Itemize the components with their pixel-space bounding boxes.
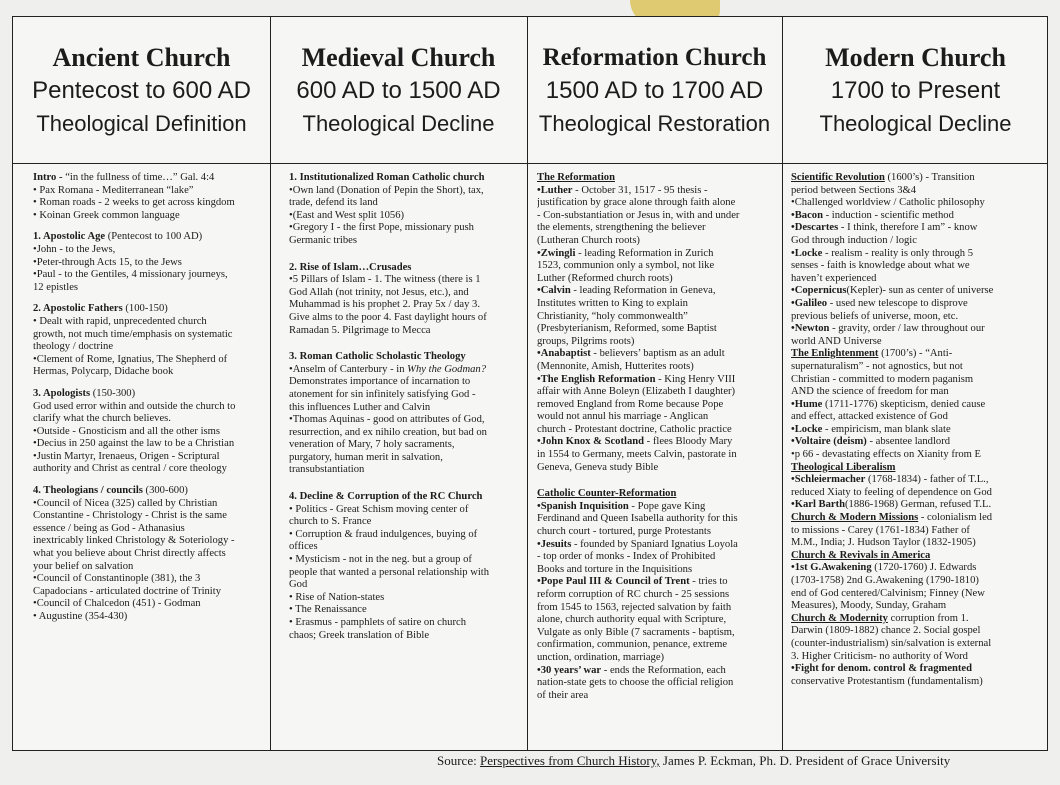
text-line (537, 336, 781, 349)
line-text: Christian - committed to modern paganism (791, 373, 974, 385)
text-line (537, 576, 781, 589)
column-title: Reformation Church (542, 44, 767, 71)
text-line: •Thomas Aquinas - good on attributes of God, (289, 414, 485, 426)
line-text: - flees Bloody Mary (644, 436, 733, 448)
text-line (791, 449, 1047, 462)
bold-term: •Galileo (791, 297, 828, 309)
line-text: (Lutheran Church roots) (537, 234, 640, 246)
text-line (791, 436, 1047, 449)
line-text: - Pope gave King (628, 500, 706, 512)
text-line (791, 575, 1047, 588)
text-line: 12 epistles (33, 281, 79, 293)
text-line: •Justin Martyr, Irenaeus, Origen - Scriptural (33, 450, 220, 462)
line-text: (1700’s) - “Anti- (878, 348, 953, 360)
text-line (537, 235, 781, 248)
text-line: • The Renaissance (289, 604, 367, 616)
line-text: groups, Pilgrims roots) (537, 335, 635, 347)
text-line (537, 449, 781, 462)
bold-term: •Hume (791, 398, 823, 410)
line-text: - colonialism led (918, 512, 993, 524)
line-text: reform corruption of RC church - 25 sessions (537, 589, 730, 600)
bold-term: •1st G.Awakening (791, 562, 872, 574)
bold-term: •Calvin (537, 285, 571, 297)
bold-term: •Copernicus (791, 285, 847, 297)
line-text: - founded by Spaniard Ignatius Loyola (571, 538, 738, 550)
line-text: of their area (537, 689, 589, 701)
line-text: in 1554 to Germany, meets Calvin, pastorate in (537, 449, 737, 461)
text-line (791, 386, 1047, 399)
text-line: Constantine - Christology - Christ is the same (33, 510, 227, 522)
text-line (791, 348, 1047, 361)
bold-term: •Locke (791, 247, 823, 259)
line-text: Christianity, “holy commonwealth” (537, 310, 688, 322)
line-text: - used new telescope to disprove (827, 297, 968, 309)
column-theme: Theological Restoration (538, 111, 771, 136)
line-text: senses - faith is knowledge about what we (791, 260, 970, 272)
text-line (791, 537, 1047, 550)
line-text: church - Protestant doctrine, Catholic practice (537, 423, 732, 435)
bold-term: •Spanish Inquisition (537, 500, 629, 512)
medieval-body (289, 172, 523, 752)
text-line (791, 499, 1047, 512)
text-line (791, 285, 1047, 298)
text-line: • Mysticism - not in the neg. but a group of (289, 554, 472, 566)
text-line: what you believe about Christ directly affects (33, 548, 226, 560)
text-line (537, 652, 781, 665)
line-text: the elements, strengthening the believer (537, 222, 706, 234)
text-line (537, 677, 781, 690)
text-line: • Roman roads - 2 weeks to get across kingdom (33, 197, 235, 209)
line-text: confirmation, communion, penance, extreme (537, 639, 728, 651)
section-heading: 3. Roman Catholic Scholastic Theology (289, 351, 466, 363)
bold-term: Scientific Revolution (791, 172, 885, 183)
bold-term: •Karl Barth (791, 499, 846, 511)
line-text: - leading Reformation in Zurich (575, 247, 714, 259)
column-title: Ancient Church (52, 43, 231, 72)
line-text: unction, ordination, marriage) (537, 651, 665, 663)
text-line (791, 235, 1047, 248)
text-line (537, 690, 781, 703)
bold-term: •Bacon (791, 209, 823, 221)
line-text: - gravity, order / law throughout our (829, 323, 985, 335)
text-line (791, 487, 1047, 500)
text-line: • Erasmus - pamphlets of satire on church (289, 617, 466, 628)
text-line (537, 323, 781, 336)
text-line (791, 462, 1047, 475)
text-line: • Augustine (354-430) (33, 611, 128, 622)
bold-term: Church & Modernity (791, 612, 888, 624)
text-line (791, 562, 1047, 575)
text-line: •(East and West split 1056) (289, 209, 405, 221)
intro-quote: “in the fullness of time…” Gal. 4:4 (65, 172, 215, 183)
line-text: world AND Universe (791, 335, 882, 347)
line-text: (counter-industrialism) sin/salvation is external (791, 637, 992, 649)
church-history-chart (12, 16, 1048, 751)
text-line (537, 399, 781, 412)
text-line: inextricably linked Christology & Soteriology - (33, 535, 235, 547)
text-line (791, 197, 1047, 210)
text-line: • Politics - Great Schism moving center of (289, 503, 469, 515)
text-line (537, 374, 781, 387)
line-text: - King Henry VIII (655, 373, 736, 385)
section-heading: 2. Rise of Islam…Crusades (289, 261, 412, 273)
line-text: corruption from 1. (887, 612, 969, 624)
line-text: from 1545 to 1563, rejected salvation by faith (537, 601, 732, 613)
section-heading: 3. Apologists (33, 387, 91, 399)
text-line: •Clement of Rome, Ignatius, The Shepherd of (33, 353, 228, 365)
line-text: Geneva, Geneva study Bible (537, 461, 659, 473)
text-line: Demonstrates importance of incarnation to (289, 376, 471, 388)
line-text: AND the science of freedom for man (791, 386, 949, 398)
text-line (791, 550, 1047, 563)
section-heading: 1. Institutionalized Roman Catholic church (289, 172, 485, 183)
text-line: trade, defend its land (289, 197, 378, 209)
section-heading: The Reformation (537, 172, 615, 183)
line-text: God through induction / logic (791, 234, 917, 246)
section-heading: 4. Decline & Corruption of the RC Church (289, 491, 483, 503)
modern-body (791, 172, 1047, 752)
column-dates: Pentecost to 600 AD (32, 77, 251, 104)
text-line (537, 248, 781, 261)
line-text: (1703-1758) 2nd G.Awakening (1790-1810) (791, 575, 979, 586)
text-line: •Council of Nicea (325) called by Christian (33, 497, 218, 509)
text-line (791, 248, 1047, 261)
line-text: - October 31, 1517 - 95 thesis - (572, 184, 708, 196)
text-line: authority and Christ as central / core theology (33, 463, 227, 475)
section-heading: 2. Apostolic Fathers (33, 303, 123, 315)
text-line: Give alms to the poor 4. Fast daylight hours of (289, 311, 487, 323)
bold-term: Church & Modern Missions (791, 512, 919, 524)
line-text: Institutes written to King to explain (537, 297, 688, 309)
text-line: Capadocians - articulated doctrine of Trinity (33, 585, 221, 597)
text-line: • Rise of Nation-states (289, 591, 385, 603)
line-text: - I think, therefore I am” - know (838, 222, 978, 234)
text-line (791, 273, 1047, 286)
line-text: •Challenged worldview / Catholic philosophy (791, 197, 985, 209)
header-medieval (270, 17, 527, 164)
text-line (791, 613, 1047, 626)
text-line: •Own land (Donation of Pepin the Short), tax, (289, 184, 484, 196)
section-dates: (Pentecost to 100 AD) (105, 231, 203, 243)
header-reformation (527, 17, 782, 164)
bold-term: •Voltaire (deism) (791, 436, 867, 448)
text-line (791, 651, 1047, 664)
section-dates: (300-600) (142, 485, 188, 497)
source-label: Source: (437, 753, 480, 768)
line-text: removed England from Rome because Pope (537, 398, 724, 410)
text-line: •John - to the Jews, (33, 243, 116, 255)
section-heading: Catholic Counter-Reformation (537, 488, 677, 500)
text-line (791, 323, 1047, 336)
text-line: your belief on salvation (33, 560, 134, 572)
text-line: transubstantiation (289, 464, 365, 476)
bold-term: •Jesuits (537, 538, 572, 550)
ancient-body (33, 172, 268, 752)
line-text: reduced Xiaty to feeling of dependence on God (791, 486, 992, 498)
line-text: - ends the Reformation, each (601, 664, 726, 676)
line-text: to missions - Carey (1761-1834) Father of (791, 524, 970, 536)
text-line (537, 602, 781, 615)
source-book: Perspectives from Church History, (479, 753, 660, 768)
text-line (537, 210, 781, 223)
text-line: theology / doctrine (33, 341, 114, 353)
line-text: •p 66 - devastating effects on Xianity from E (791, 449, 982, 461)
text-line: •5 Pillars of Islam - 1. The witness (there is 1 (289, 274, 481, 286)
line-text: nation-state gets to choose the official religion (537, 677, 734, 689)
text-line (537, 436, 781, 449)
line-text: (1886-1968) German, refused T.L. (845, 499, 992, 511)
column-theme: Theological Decline (302, 111, 495, 136)
text-line (791, 222, 1047, 235)
line-text: haven’t experienced (791, 272, 877, 284)
text-line (791, 361, 1047, 374)
text-line (537, 185, 781, 198)
text-line: Muhammad is his prophet 2. Pray 5x / day 3. (289, 299, 480, 311)
text-line (537, 411, 781, 424)
text-line: •Council of Chalcedon (451) - Godman (33, 598, 201, 610)
line-text: (Kepler)- sun as center of universe (846, 285, 994, 297)
bold-term: Church & Revivals in America (791, 549, 931, 561)
section-heading: 4. Theologians / councils (33, 485, 143, 497)
text-line (791, 260, 1047, 273)
line-text: (Presbyterianism, Reformed, some Baptist (537, 323, 717, 335)
text-line: Ramadan 5. Pilgrimage to Mecca (289, 324, 431, 336)
text-line (537, 513, 781, 526)
line-text: end of God centered/Calvinism; Finney (New (791, 587, 985, 599)
text-line (537, 260, 781, 273)
text-line (791, 185, 1047, 198)
bold-term: •Schleiermacher (791, 474, 866, 486)
text-line: • Pax Romana - Mediterranean “lake” (33, 184, 194, 196)
text-line: people that wanted a personal relationship with (289, 566, 490, 578)
text-line: clarify what the church believes. (33, 413, 171, 425)
line-text: - leading Reformation in Geneva, (570, 285, 716, 297)
text-line: •Decius in 250 against the law to be a Christian (33, 438, 235, 450)
source-citation (437, 753, 950, 769)
intro-heading: Intro - (33, 172, 66, 183)
line-text: Books and torture in the Inquisitions (537, 563, 693, 575)
bold-term: •The English Reformation (537, 373, 656, 385)
text-line (537, 526, 781, 539)
header-modern (782, 17, 1049, 164)
line-text: period between Sections 3&4 (791, 184, 917, 196)
text-line (537, 551, 781, 564)
reformation-body (537, 172, 781, 752)
text-line (791, 311, 1047, 324)
text-line (791, 424, 1047, 437)
line-text: 1523, communion only a symbol, not like (537, 260, 715, 272)
text-line (537, 311, 781, 324)
line-text: affair with Anne Boleyn (Elizabeth I daughter) (537, 386, 736, 398)
text-line (791, 663, 1047, 676)
section-dates: (100-150) (122, 303, 168, 315)
line-text: Luther (Reformed church roots) (537, 272, 673, 284)
line-text: - Con-substantiation or Jesus in, with and under (537, 209, 740, 221)
column-theme: Theological Definition (36, 111, 247, 136)
text-line (537, 197, 781, 210)
text-line (537, 222, 781, 235)
text-line (537, 348, 781, 361)
bold-term: Theological Liberalism (791, 461, 896, 473)
text-line: God Allah (not trinity, not Jesus, etc.), and (289, 286, 469, 298)
text-line (537, 361, 781, 374)
bold-term: •Fight for denom. control & fragmented (791, 663, 973, 675)
text-line (791, 399, 1047, 412)
text-line: • Dealt with rapid, unprecedented church (33, 315, 207, 327)
line-text: would not annul his marriage - Anglican (537, 411, 709, 423)
text-line (537, 285, 781, 298)
text-line: growth, not much time/emphasis on systematic (33, 328, 233, 340)
text-line (791, 474, 1047, 487)
text-line: •Gregory I - the first Pope, missionary push (289, 222, 474, 234)
text-line (791, 411, 1047, 424)
text-line: • Corruption & fraud indulgences, buying of (289, 528, 478, 540)
text-line (537, 627, 781, 640)
text-line (537, 639, 781, 652)
text-line: •Peter-through Acts 15, to the Jews (33, 256, 182, 268)
bold-term: •Zwingli (537, 247, 576, 259)
bold-term: •John Knox & Scotland (537, 436, 645, 448)
text-line: chaos; Greek translation of Bible (289, 629, 430, 641)
bold-term: •Anabaptist (537, 348, 591, 360)
text-line: veneration of Mary, 7 holy sacraments, (289, 439, 455, 451)
text-line: atonement for sin infinitely satisfying God - (289, 388, 476, 400)
bold-term: •Luther (537, 184, 573, 196)
line-text: (1768-1834) - father of T.L., (865, 474, 989, 486)
bold-term: •30 years’ war (537, 664, 602, 676)
text-line: essence / being as God - Athanasius (33, 522, 185, 534)
line-text: - absentee landlord (866, 436, 951, 448)
line-text: - realism - reality is only through 5 (822, 247, 974, 259)
text-line: this influences Luther and Calvin (289, 401, 431, 413)
text-line (537, 501, 781, 514)
column-dates: 1500 AD to 1700 AD (545, 77, 764, 104)
text-line (791, 638, 1047, 651)
line-text: Measures), Moody, Sunday, Graham (791, 600, 947, 612)
text-line (791, 588, 1047, 601)
text-line (791, 625, 1047, 638)
text-line (537, 298, 781, 311)
line-text: justification by grace alone through faith alone (537, 197, 736, 209)
header-ancient (13, 17, 270, 164)
line-text: - empiricism, man blank slate (822, 423, 951, 435)
text-line (537, 386, 781, 399)
text-line: •Council of Constantinople (381), the 3 (33, 573, 201, 585)
text-line: resurrection, and ex nihilo creation, but bad on (289, 426, 487, 438)
text-line (791, 600, 1047, 613)
text-line (791, 676, 1047, 689)
text-line: God (289, 579, 308, 591)
text-line (537, 665, 781, 678)
text-line: purgatory, human merit in salvation, (289, 451, 443, 463)
line-text: - top order of monks - Index of Prohibited (537, 551, 716, 563)
text-line (537, 273, 781, 286)
line-text: conservative Protestantism (fundamentalism) (791, 675, 983, 687)
line-text: (1600’s) - Transition (884, 172, 975, 183)
source-author: James P. Eckman, Ph. D. President of Grace University (659, 753, 951, 768)
line-text: and effect, attacked existence of God (791, 411, 948, 423)
line-text: Darwin (1809-1882) chance 2. Social gospel (791, 625, 981, 637)
text-line: offices (289, 541, 318, 553)
line-text: Vulgate as only Bible (7 sacraments - baptism, (537, 626, 735, 638)
anselm-book: Why the Godman? (407, 363, 487, 375)
column-title: Modern Church (825, 43, 1006, 72)
text-line (537, 462, 781, 475)
line-text: - believers’ baptism as an adult (590, 348, 725, 360)
column-title: Medieval Church (301, 43, 496, 72)
text-line: •Outside - Gnosticism and all the other isms (33, 425, 221, 437)
text-line: Hermas, Polycarp, Didache book (33, 366, 174, 378)
line-text: alone, church authority equal with Scripture, (537, 614, 727, 626)
text-line (537, 539, 781, 552)
line-text: (Mennonite, Amish, Hutterites roots) (537, 360, 694, 372)
text-line: Germanic tribes (289, 234, 357, 246)
line-text: M.M., India; J. Hudson Taylor (1832-1905) (791, 537, 976, 549)
column-theme: Theological Decline (819, 111, 1012, 136)
column-dates: 1700 to Present (830, 77, 1001, 104)
text-line (791, 172, 1047, 185)
line-text: - tries to (689, 576, 728, 588)
line-text: Ferdinand and Queen Isabella authority for this (537, 513, 738, 525)
text-line (537, 424, 781, 437)
text-line (791, 512, 1047, 525)
bold-term: •Locke (791, 423, 823, 435)
bold-term: •Pope Paul III & Council of Trent (537, 576, 690, 588)
line-text: (1720-1760) J. Edwards (871, 562, 977, 574)
line-text: previous beliefs of universe, moon, etc. (791, 310, 959, 322)
text-line (537, 564, 781, 577)
line-text: church court - tortured, purge Protestants (537, 526, 711, 538)
column-dates: 600 AD to 1500 AD (296, 77, 501, 104)
text-line: •Paul - to the Gentiles, 4 missionary journeys, (33, 269, 228, 281)
text-line: church to S. France (289, 516, 372, 528)
line-text: (1711-1776) skepticism, denied cause (822, 398, 986, 410)
text-line (791, 374, 1047, 387)
section-heading: 1. Apostolic Age (33, 231, 106, 243)
line-text: - induction - scientific method (822, 209, 954, 221)
section-dates: (150-300) (90, 387, 136, 399)
anselm-line: •Anselm of Canterbury - in (289, 363, 408, 375)
line-text: supernaturalism” - not agnostics, but not (791, 360, 963, 372)
line-text: 3. Higher Criticism- no authority of Word (791, 650, 968, 662)
bold-term: •Newton (791, 323, 830, 335)
text-line (537, 589, 781, 602)
text-line (791, 336, 1047, 349)
text-line: God used error within and outside the church to (33, 400, 236, 412)
bold-term: •Descartes (791, 222, 839, 234)
text-line (791, 210, 1047, 223)
text-line: • Koinan Greek common language (33, 209, 180, 221)
text-line (791, 298, 1047, 311)
text-line (537, 614, 781, 627)
text-line (791, 525, 1047, 538)
bold-term: The Enlightenment (791, 348, 879, 360)
